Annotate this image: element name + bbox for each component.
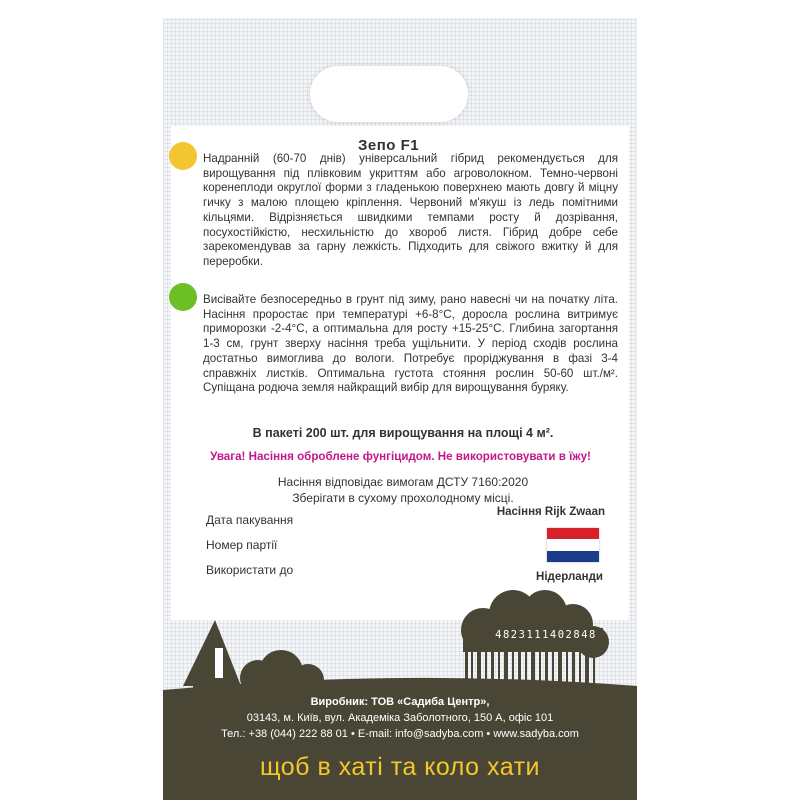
growing-instructions: Висівайте безпосередньо в грунт під зиму, рано навесні чи на початку літа. Насіння проростає при температурі +6-8°C, доросла рослина витримує приморозки -2-4°C, а оптимальна для росту +15-25°C. Глибина загортання 1-3 см, грунт зверху насіння треба ущільнити. У період сходів рослина достатньо вимоглива до вологи. Потребує проріджування в фазі 3-4 справжніх листків. Оптимальна густота стояння рослин 50-60 шт./м². Супіщана родюча земля найкращий вибір для вирощування буряку. — [203, 293, 618, 395]
storage-instructions: Зберігати в сухому прохолодному місці. — [292, 491, 514, 505]
manufacturer-name: Виробник: ТОВ «Садиба Центр», — [310, 696, 490, 708]
seed-packet — [163, 18, 637, 800]
description-paragraph: Надранній (60-70 днів) універсальний гібрид рекомендується для вирощування під плівковим укриттям або агроволокном. Темно-червоні коренеплоди округлої форми з гладенькою поверхнею мають довгу й міцну гичку з малою площею кріплення. Червоний м'якуш із ледь помітними кільцями. Відрізняється швидкими темпами росту й дозрівання, посухостійкістю, несхильністю до хвороб листя. Гібрид добре себе зарекомендував за гарну лежкість. Підходить для свіжого вжитку й для переробки. — [203, 152, 618, 268]
barcode-number: 4823111402848 — [495, 629, 597, 641]
growing-bullet-icon — [169, 283, 197, 311]
brand-slogan: щоб в хаті та коло хати — [259, 753, 540, 781]
seed-origin: Насіння Rijk Zwaan — [496, 506, 605, 518]
fungicide-warning: Увага! Насіння оброблене фунгіцидом. Не використовувати в їжу! — [210, 450, 591, 463]
standard-compliance: Насіння відповідає вимогам ДСТУ 7160:2020 — [277, 475, 529, 489]
batch-number-label: Номер партії — [206, 538, 278, 552]
manufacturer-contacts: Тел.: +38 (044) 222 88 01 • E-mail: info@sadyba.com • www.sadyba.com — [221, 728, 579, 740]
manufacturer-address: 03143, м. Київ, вул. Академіка Заболотного, 150 А, офіс 101 — [246, 712, 554, 724]
use-by-label: Використати до — [206, 563, 294, 577]
country-name: Нідерланди — [536, 571, 603, 583]
barcode-cloud-icon — [461, 590, 609, 658]
product-title: Зепо F1 — [358, 137, 420, 154]
packet-quantity-note: В пакеті 200 шт. для вирощування на площі 4 м². — [252, 426, 554, 440]
hanger-flap — [310, 66, 468, 122]
description-bullet-icon — [169, 142, 197, 170]
netherlands-flag-icon — [547, 528, 599, 562]
pack-date-label: Дата пакування — [206, 513, 294, 527]
